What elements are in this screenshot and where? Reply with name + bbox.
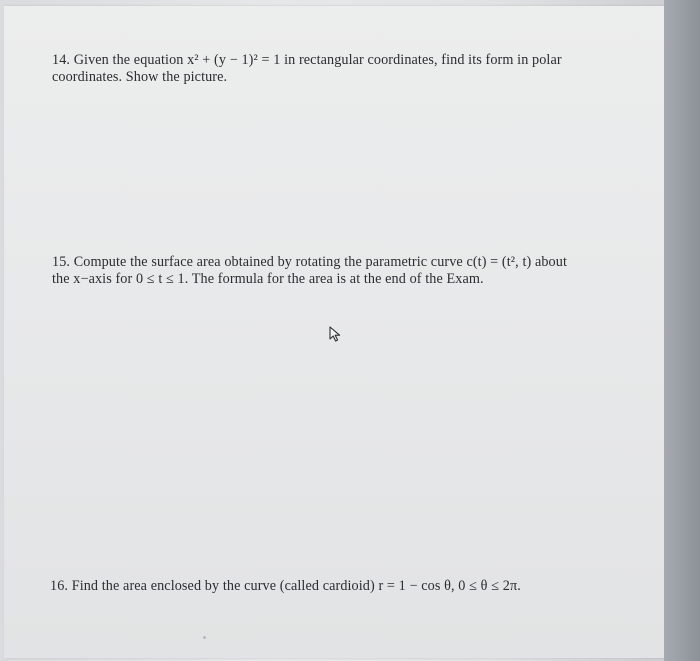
problem-15-text-1: Compute the surface area obtained by rotating the parametric curve c(t) = (t², t) about [73,254,567,270]
page-edge-background [664,0,700,661]
problem-15 [52,254,662,288]
problem-15-line-2: the x−axis for 0 ≤ t ≤ 1. The formula for the area is at the end of the Exam. [52,271,484,287]
problem-16-number: 16. [50,578,69,594]
problem-14-text-1: Given the equation x² + (y − 1)² = 1 in rectangular coordinates, find its form in polar [73,52,562,68]
problem-14-line-1 [52,52,662,69]
problem-14 [52,52,662,86]
problem-15-number: 15. [52,254,71,270]
problem-14-number: 14. [52,52,71,68]
problem-14-line-2: coordinates. Show the picture. [52,69,228,85]
mouse-pointer-icon [329,326,343,342]
problem-16 [50,578,660,595]
problem-16-line-1 [50,578,660,595]
problem-16-text-1: Find the area enclosed by the curve (called cardioid) r = 1 − cos θ, 0 ≤ θ ≤ 2π. [71,578,521,594]
paper-speck [203,636,206,639]
problem-15-line-1 [52,254,662,271]
